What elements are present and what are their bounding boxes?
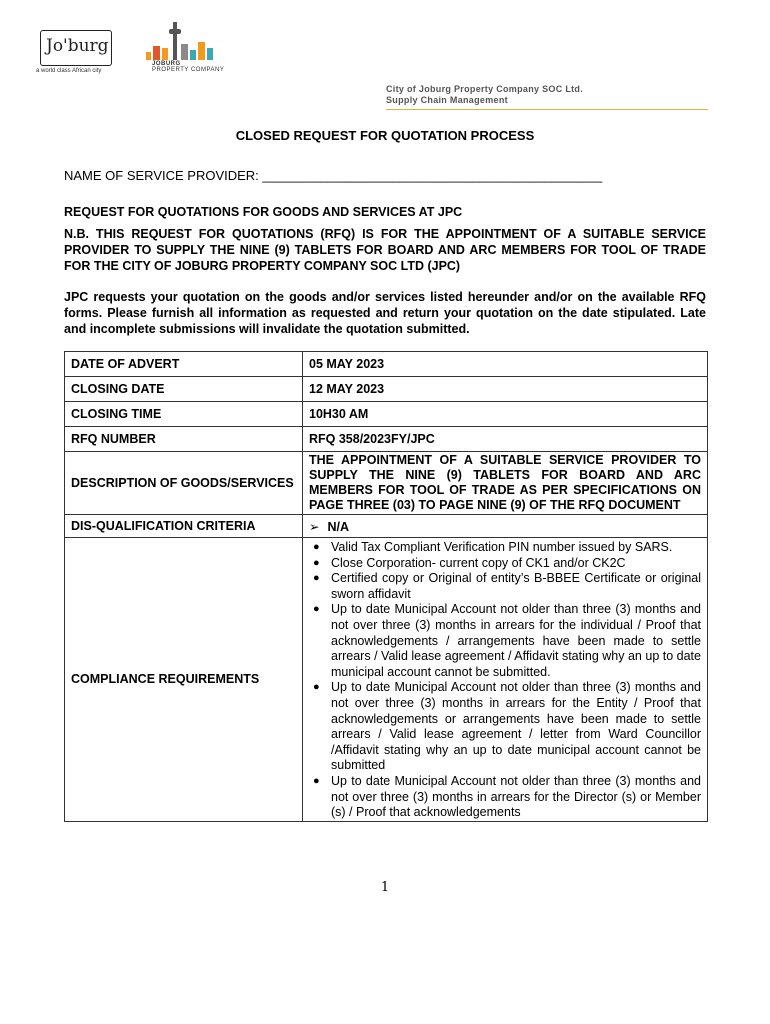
compliance-list — [309, 540, 701, 821]
request-paragraph: JPC requests your quotation on the goods and/or services listed hereunder and/or on the available RFQ forms. Please furnish all information as requested and return your quotation on the date stipulated. Late and incomplete submissions will invalidate the quotation submitted. — [64, 290, 706, 336]
description-label: DESCRIPTION OF GOODS/SERVICES — [65, 452, 303, 515]
header-company-block — [386, 84, 583, 106]
table-row — [65, 352, 708, 377]
compliance-item-text: Certified copy or Original of entity’s B-BBEE Certificate or original sworn affidavit — [331, 571, 701, 601]
table-row — [65, 377, 708, 402]
disqualification-value-cell — [303, 515, 708, 538]
description-value: THE APPOINTMENT OF A SUITABLE SERVICE PROVIDER TO SUPPLY THE NINE (9) TABLETS FOR BOARD AND ARC MEMBERS FOR TOOL OF TRADE AS PER SPECIFICATIONS ON PAGE THREE (03) TO PAGE NINE (9) OF THE RFQ DOCUMENT — [303, 452, 708, 515]
bullet-icon: ● — [313, 603, 320, 616]
jpc-tower-top — [169, 29, 181, 34]
service-provider-line: NAME OF SERVICE PROVIDER: _______________________________________________ — [64, 168, 603, 183]
bullet-icon: ● — [313, 774, 320, 787]
closing-date-value: 12 MAY 2023 — [303, 377, 708, 402]
list-item — [313, 571, 701, 602]
bullet-icon: ● — [313, 681, 320, 694]
nb-paragraph: N.B. THIS REQUEST FOR QUOTATIONS (RFQ) IS FOR THE APPOINTMENT OF A SUITABLE SERVICE PROVIDER TO SUPPLY THE NINE (9) TABLETS FOR BOARD AND ARC MEMBERS FOR TOOL OF TRADE FOR THE CITY OF JOBURG PROPERTY COMPANY SOC LTD (JPC) — [64, 227, 706, 273]
list-item — [313, 680, 701, 774]
header-department: Supply Chain Management — [386, 95, 508, 105]
table-row — [65, 538, 708, 822]
jpc-bar-4 — [181, 44, 188, 60]
jpc-logo-label — [152, 61, 224, 73]
compliance-item-text: Up to date Municipal Account not older than three (3) months and not over three (3) months in arrears for the individual / Proof that acknowledgements / arrangements have been made to settle arrears / Valid lease agreement / Affidavit stating why an up to date municipal account cannot be submitted. — [331, 602, 701, 679]
table-row — [65, 515, 708, 538]
closing-date-label: CLOSING DATE — [65, 377, 303, 402]
rfq-number-label: RFQ NUMBER — [65, 427, 303, 452]
table-row — [65, 452, 708, 515]
header-company: City of Joburg Property Company SOC Ltd. — [386, 84, 584, 94]
list-item — [313, 602, 701, 680]
joburg-logo-text: Jo'burg — [46, 36, 109, 56]
joburg-tagline: a world class African city — [36, 68, 102, 74]
header-divider — [386, 109, 708, 110]
closing-time-label: CLOSING TIME — [65, 402, 303, 427]
jpc-bar-2 — [153, 46, 160, 60]
jpc-logo — [140, 18, 230, 78]
bullet-icon: ● — [313, 541, 320, 553]
list-item — [313, 540, 701, 556]
jpc-bar-5 — [190, 50, 196, 60]
compliance-requirements-cell — [303, 538, 708, 822]
closing-time-value: 10H30 AM — [303, 402, 708, 427]
jpc-bar-6 — [198, 42, 205, 60]
bullet-icon: ● — [313, 556, 320, 569]
compliance-item-text: Up to date Municipal Account not older than three (3) months and not over three (3) months in arrears for the Entity / Proof that acknowledgements or arrangements have been made to settle arrears / Valid lease agreement / letter from Ward Councillor /Affidavit stating why an up to date municipal account cannot be submitted — [331, 680, 701, 773]
compliance-item-text: Valid Tax Compliant Verification PIN number issued by SARS. — [331, 540, 673, 554]
compliance-label: COMPLIANCE REQUIREMENTS — [65, 538, 303, 822]
disqualification-label: DIS-QUALIFICATION CRITERIA — [65, 515, 303, 538]
compliance-item-text: Close Corporation- current copy of CK1 and/or CK2C — [331, 555, 626, 570]
list-item — [313, 773, 701, 821]
jpc-bar-3 — [162, 48, 168, 60]
rfq-number-value: RFQ 358/2023FY/JPC — [303, 427, 708, 452]
jpc-bar-7 — [207, 48, 213, 60]
jpc-tower — [173, 22, 177, 60]
table-row — [65, 427, 708, 452]
jpc-logo-line2: PROPERTY COMPANY — [152, 67, 225, 73]
joburg-logo — [36, 28, 116, 78]
date-of-advert-value: 05 MAY 2023 — [303, 352, 708, 377]
jpc-logo-line1: JOBURG — [152, 61, 181, 67]
date-of-advert-label: DATE OF ADVERT — [65, 352, 303, 377]
rfq-details-table — [64, 351, 708, 822]
arrow-bullet-icon: ➢ — [309, 519, 320, 534]
table-row — [65, 402, 708, 427]
document-title: CLOSED REQUEST FOR QUOTATION PROCESS — [235, 128, 535, 143]
page-number: 1 — [380, 880, 390, 895]
list-item — [313, 555, 701, 572]
section-heading: REQUEST FOR QUOTATIONS FOR GOODS AND SERVICES AT JPC — [64, 205, 463, 219]
bullet-icon: ● — [313, 572, 320, 585]
jpc-bar-1 — [146, 52, 151, 60]
disqualification-value: N/A — [327, 519, 350, 534]
compliance-item-text: Up to date Municipal Account not older than three (3) months and not over three (3) months in arrears for the Director (s) or Member (s) / Proof that acknowledgements — [331, 773, 701, 820]
